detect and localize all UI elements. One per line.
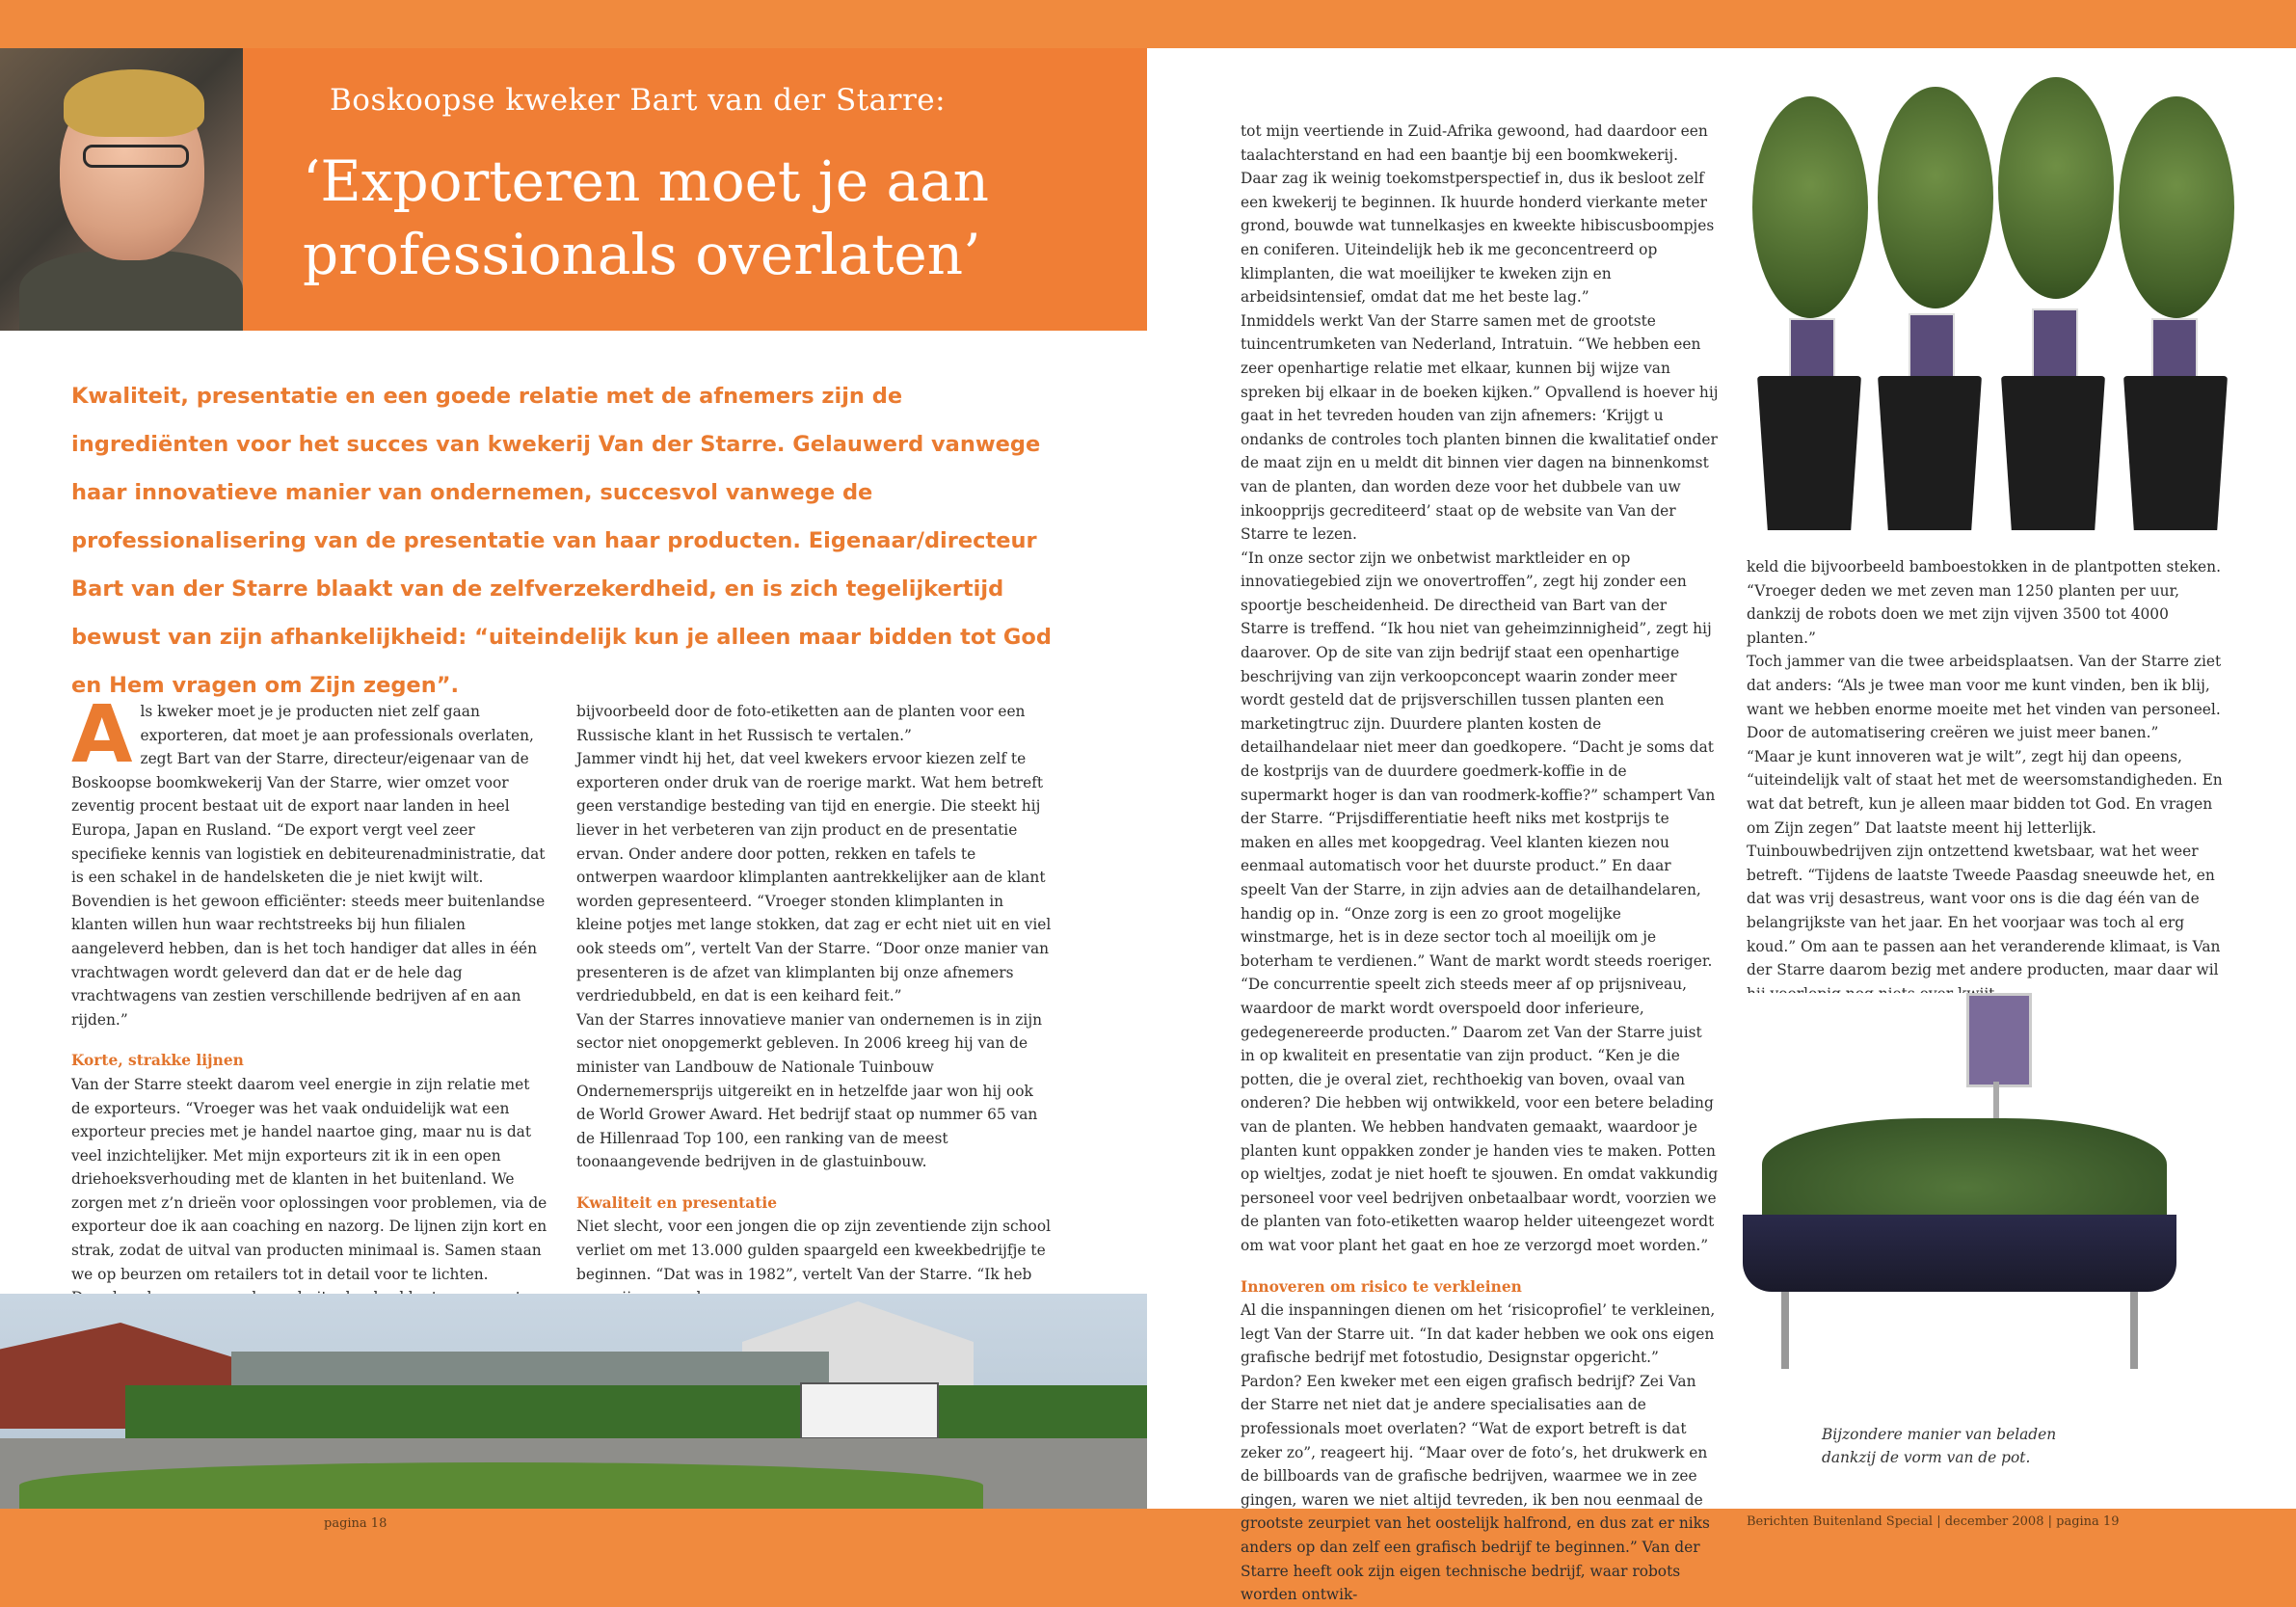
paragraph: Van der Starres innovatieve manier van ondernemen is in zijn sector niet onopgemerkt gebleven. In 2006 kreeg hij van de minister van Landbouw de Nationale Tuinbouw Ondernemersprijs uitgereikt en in hetzelfde jaar won hij ook de World Grower Award. Het bedrijf staat op nummer 65 van de Hillenraad Top 100, een ranking van de meest toonaangevende bedrijven in de glastuinbouw. [576,1010,1043,1171]
photo-caption: Bijzondere manier van beladen dankzij de vorm van de pot. [1822,1426,2057,1466]
paragraph: keld die bijvoorbeeld bamboestokken in de plantpotten steken. “Vroeger deden we met zeven man 1250 planten per uur, dankzij de robots doen we met zijn vijven 3500 tot 4000 planten.” [1747,558,2221,647]
headline-line-2: professionals overlaten’ [303,222,981,287]
paragraph: tot mijn veertiende in Zuid-Afrika gewoond, had daardoor een taalachterstand en had een baantje bij een boomkwekerij. Daar zag ik weinig toekomstperspectief in, dus ik besloot zelf een kwekerij te beginnen. Ik huurde honderd vierkante meter grond, bouwde wat tunnelkasjes en kweekte hibiscusboompjes en coniferen. Uiteindelijk heb ik me geconcentreerd op klimplanten, die wat moeilijker te kweken zijn en arbeidsintensief, omdat dat me het beste lag.” [1241,122,1715,307]
section-heading: Korte, strakke lijnen [71,1052,244,1070]
lead-paragraph: Kwaliteit, presentatie en een goede relatie met de afnemers zijn de ingrediënten voor het succes van kwekerij Van der Starre. Gelauwerd vanwege haar innovatieve manier van ondernemen, succesvol vanwege de professionalisering van de presentatie van haar producten. Eigenaar/directeur Bart van der Starre blaakt van de zelfverzekerdheid, en is zich tegelijkertijd bewust van zijn afhankelijkheid: “uiteindelijk kun je alleen maar bidden tot God en Hem vragen om Zijn zegen”. [71,384,1052,698]
paragraph: Al die inspanningen dienen om het ‘risicoprofiel’ te verkleinen, legt Van der Starre uit. “In dat kader hebben we ook ons eigen grafische bedrijf met fotostudio, Designstar opgericht.” Pardon? Een kweker met een eigen grafisch bedrijf? Zei Van der Starre net niet dat je andere specialisaties aan de professionals moet overlaten? “Wat de export betreft is dat zeker zo”, reageert hij. “Maar over de foto’s, het drukwerk en de billboards van de grafische bedrijven, waarmee we in zee gingen, waren we niet altijd tevreden, ik ben nou eenmaal de grootste zeurpiet van het oostelijk halfrond, en dus zat er niks anders op dan zelf een grafisch bedrijf te beginnen.” Van der Starre heeft ook zijn eigen technische bedrijf, waar robots worden ontwik- [1241,1301,1716,1604]
section-heading: Kwaliteit en presentatie [576,1193,777,1212]
paragraph: Niet slecht, voor een jongen die op zijn zeventiende zijn school verliet om met 13.000 gulden spaargeld een kweekbedrijfje te beginnen. “Dat was in 1982”, vertelt Van der Starre. “Ik heb [576,1218,1052,1283]
page-number-left: pagina 18 [324,1516,387,1531]
text-column-2 [576,700,1053,1310]
paragraph: Als kweker moet je je producten niet zelf gaan exporteren, dat moet je aan professionals overlaten, zegt Bart van der Starre, directeur/eigenaar van de Boskoopse boomkwekerij Van der Starre, wier omzet voor zeventig procent bestaat uit de export naar landen in heel Europa, Japan en Rusland. “De export vergt veel zeer specifieke kennis van logistiek en debiteurenadministratie, dat is een schakel in de handelsketen die je niet kwijt wilt. Bovendien is het gewoon efficiënter: steeds meer buitenlandse klanten willen hun waar rechtstreeks bij hun filialen aangeleverd hebben, dan is het toch handiger dat alles in één vrachtwagen wordt geleverd dan dat er de hele dag vrachtwagens van zestien verschillende bedrijven af en aan rijden.” [71,689,546,1029]
title-box [243,48,1147,331]
nursery-photo [0,1294,1147,1509]
page-number-right: Berichten Buitenland Special | december 2008 | pagina 19 [1747,1514,2120,1529]
text-column-1 [71,689,549,1333]
portrait-photo [0,48,243,331]
paragraph: “Maar je kunt innoveren wat je wilt”, zegt hij dan opeens, “uiteindelijk valt of staat het met de weersomstandigheden. En wat dat betreft, kun je alleen maar bidden tot God. En vragen om Zijn zegen” Dat laatste meent hij letterlijk. Tuinbouwbedrijven zijn ontzettend kwetsbaar, wat het weer betreft. “Tijdens de laatste Tweede Paasdag sneeuwde het, en dat was vrij desastreus, want voor ons is die dag één van de belangrijkste van het jaar. En het voorjaar was toch al erg koud.” Om aan te passen aan het veranderende klimaat, is Van der Starre daarom bezig met andere producten, maar daar wil [1747,747,2223,979]
paragraph: “In onze sector zijn we onbetwist marktleider en op innovatiegebied zijn we onovertroffen”, zegt hij zonder een spoortje bescheidenheid. De directheid van Bart van der Starre is treffend. “Ik hou niet van geheimzinnigheid”, zegt hij daarover. Op de site van zijn bedrijf staat een openhartige beschrijving van zijn verkoopconcept waarin zonder meer wordt gesteld dat de prijsverschillen tussen planten een marketingtruc zijn. Duurdere planten kosten de detailhandelaar niet meer dan goedkopere. “Dacht je soms dat de kostprijs van de duurdere goedmerk-koffie in de supermarkt hoger is dan van roodmerk-koffie?” schampert Van der Starre. “Prijsdifferentiatie heeft niks met kostprijs te maken en alles met koopgedrag. Veel klanten kiezen nou eenmaal automatisch voor het duurste product.” En daar speelt Van der Starre, in zijn advies aan de detailhandelaren, handig op in. “Onze zorg is een zo groot mogelijke winstmarge, het is in deze sector toch al moeilijk om je boterham te verdienen.” Want de markt wordt steeds roeriger. “De concurrentie speelt zich steeds meer af op prijsniveau, waardoor de markt wordt overspoeld door inferieure, gedegenereerde producten.” Daarom zet Van der Starre juist in op kwaliteit en presentatie van zijn product. “Ken je die potten, die je overal ziet, rechthoekig van boven, ovaal van onderen? Die hebben wij ontwikkeld, voor een betere belading van de planten. We hebben handvaten gemaakt, waardoor je planten kunt oppakken zonder je handen vies te maken. Potten op wieltjes, zodat je niet hoeft te sjouwen. En omdat vakkundig personeel voor veel bedrijven onbetaalbaar wordt, voorzien we de planten van foto-etiketten waarop helder uiteengezet wordt om wat voor plant het gaat en hoe ze verzorgd moet worden.” [1241,549,1719,1254]
article-subtitle: Boskoopse kweker Bart van der Starre: [330,83,947,118]
plant-display-photo [1723,993,2186,1379]
paragraph: Van der Starre steekt daarom veel energie in zijn relatie met de exporteurs. “Vroeger was het vaak onduidelijk wat een exporteur precies met je handel naartoe ging, maar nu is dat veel inzichtelijker. Met mijn exporteurs zit ik in een open driehoeksverhouding met de klanten in het buitenland. We zorgen met z’n drieën voor oplossingen voor problemen, via de exporteur doe ik aan coaching en nazorg. De lijnen zijn kort en strak, zodat de uitval van producten minimaal is. Samen staan we op beurzen om retailers tot in detail voor te lichten. [71,1075,547,1283]
drop-cap: A [71,689,133,781]
text-column-4 [1747,555,2229,1047]
paragraph: Toch jammer van die twee arbeidsplaatsen. Van der Starre ziet dat anders: “Als je twee man voor me kunt vinden, ben ik blij, want we hebben enorme moeite met het vinden van personeel. Door de automatisering creëren we juist meer banen.” [1747,653,2222,742]
article-headline [303,145,1112,291]
paragraph: Inmiddels werkt Van der Starre samen met de grootste tuincentrumketen van Nederland, Intratuin. “We hebben een zeer openhartige relatie met elkaar, kunnen bij wijze van spreken bij elkaar in de boeken kijken.” Opvallend is hoever hij gaat in het tevreden houden van zijn afnemers: ‘Krijgt u ondanks de controles toch planten binnen die kwalitatief onder de maat zijn en u meldt dit binnen vier dagen na binnenkomst van de planten, dan worden deze voor het dubbele van uw inkoopprijs gecrediteerd’ staat op de website van Van der Starre te lezen. [1241,311,1719,544]
headline-line-1: ‘Exporteren moet je aan [303,148,989,214]
potted-plants-photo [1752,77,2234,530]
paragraph: bijvoorbeeld door de foto-etiketten aan de planten voor een Russische klant in het Russisch te vertalen.” [576,703,1026,744]
paragraph: Jammer vindt hij het, dat veel kwekers ervoor kiezen zelf te exporteren onder druk van de roerige markt. Wat hem betreft geen verstandige besteding van tijd en energie. Die steekt hij liever in het verbeteren van zijn product en de presentatie ervan. Onder andere door potten, rekken en tafels te ontwerpen waardoor klimplanten aantrekkelijker aan de klant worden gepresenteerd. “Vroeger stonden klimplanten in kleine potjes met lange stokken, dat zag er echt niet uit en viel ook steeds om”, vertelt Van der Starre. “Door onze manier van presenteren is de afzet van klimplanten bij onze afnemers verdriedubbeld, en dat is een keihard feit.” [576,750,1052,1005]
text-column-3 [1241,120,1719,1607]
section-heading: Innoveren om risico te verkleinen [1241,1277,1522,1296]
top-band [0,0,2296,48]
